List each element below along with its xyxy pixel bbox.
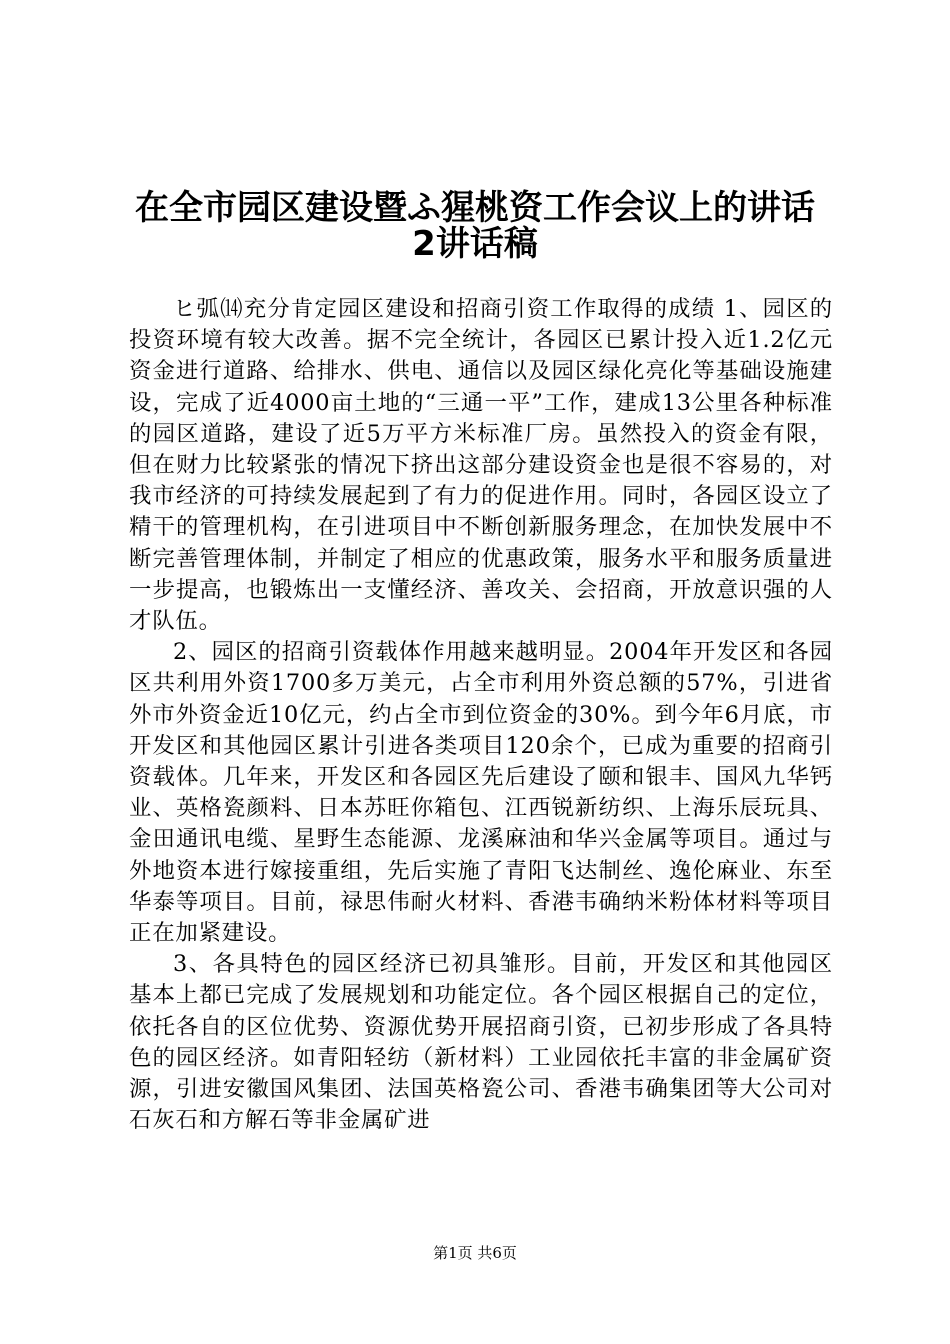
- paragraph-1: ヒ弧⒁充分肯定园区建设和招商引资工作取得的成绩 1、园区的投资环境有较大改善。据不完全统计，各园区已累计投入近1.2亿元资金进行道路、给排水、供电、通信以及园区绿化亮化等基础设施建设，完成了近4000亩土地的“三通一平”工作，建成13公里各种标准的园区道路，建设了近5万平方米标准厂房。虽然投入的资金有限，但在财力比较紧张的情况下挤出这部分建设资金也是很不容易的，对我市经济的可持续发展起到了有力的促进作用。同时，各园区设立了精干的管理机构，在引进项目中不断创新服务理念，在加快发展中不断完善管理体制，并制定了相应的优惠政策，服务水平和服务质量进一步提高，也锻炼出一支懂经济、善攻关、会招商，开放意识强的人才队伍。: [129, 296, 833, 635]
- paragraph-2: 2、园区的招商引资载体作用越来越明显。2004年开发区和各园区共利用外资1700多万美元，占全市利用外资总额的57%，引进省外市外资金近10亿元，约占全市到位资金的30%。到今年6月底，市开发区和其他园区累计引进各类项目120余个，已成为重要的招商引资载体。几年来，开发区和各园区先后建设了颐和银丰、国风九华钙业、英格瓷颜料、日本苏旺你箱包、江西锐新纺织、上海乐辰玩具、金田通讯电缆、星野生态能源、龙溪麻油和华兴金属等项目。通过与外地资本进行嫁接重组，先后实施了青阳飞达制丝、逸伦麻业、东至华泰等项目。目前，禄思伟耐火材料、香港韦确纳米粉体材料等项目正在加紧建设。: [129, 639, 833, 947]
- paragraph-3: 3、各具特色的园区经济已初具雏形。目前，开发区和其他园区基本上都已完成了发展规划和功能定位。各个园区根据自己的定位，依托各自的区位优势、资源优势开展招商引资，已初步形成了各具特色的园区经济。如青阳轻纺（新材料）工业园依托丰富的非金属矿资源，引进安徽国风集团、法国英格瓷公司、香港韦确集团等大公司对石灰石和方解石等非金属矿进: [129, 951, 833, 1134]
- document-body: [129, 294, 833, 1136]
- document-title-line-1: 在全市园区建设暨ふ猩桃资工作会议上的讲话: [135, 188, 815, 228]
- page-footer: 第1页 共6页: [433, 1244, 517, 1262]
- document-title-line-2: 2讲话稿: [412, 224, 538, 264]
